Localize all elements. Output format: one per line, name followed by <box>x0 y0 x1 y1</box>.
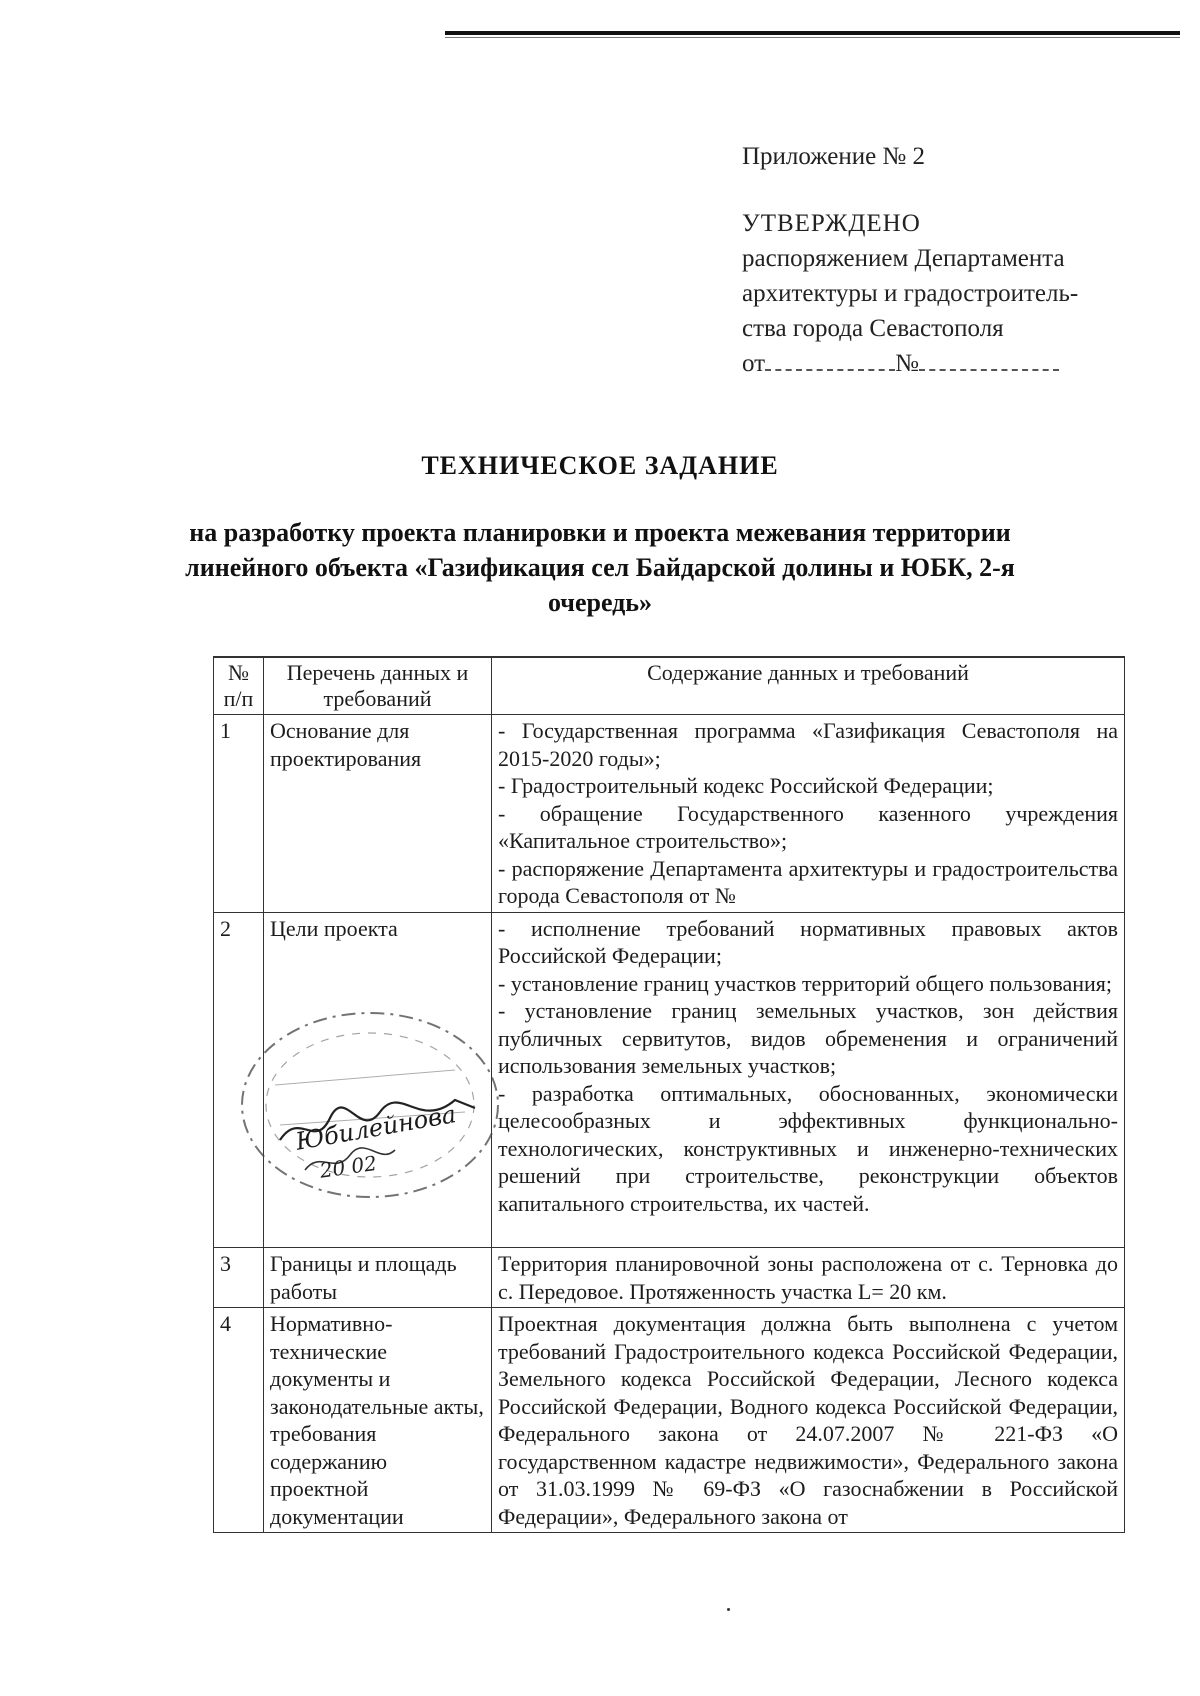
document-title: ТЕХНИЧЕСКОЕ ЗАДАНИЕ <box>421 451 779 480</box>
table-row <box>214 1248 1125 1308</box>
content-item: - разработка оптимальных, обоснованных, экономически целесообразных и эффективных функционально-технологических, конструктивных и инженерно-технических решений при строительстве, реконструкции объектов капитального строительства, их частей. <box>498 1080 1118 1216</box>
number-blank <box>919 351 1059 371</box>
row-number: 1 <box>214 715 264 913</box>
row-title: Нормативно-технические документы и законодательные акты, требования содержанию проектной документации <box>264 1308 492 1533</box>
content-item: - Государственная программа «Газификация Севастополя на 2015-2020 годы»; <box>498 718 1118 771</box>
approved-word: УТВЕРЖДЕНО <box>742 210 921 237</box>
top-rule-shadow <box>445 37 1180 38</box>
official-stamp <box>220 1000 510 1210</box>
document-subtitle: на разработку проекта планировки и проекта межевания территории линейного объекта «Газификация сел Байдарской долины и ЮБК, 2-я очередь» <box>185 518 1015 617</box>
row-content <box>492 1308 1125 1533</box>
table-row <box>214 715 1125 913</box>
content-item: - установление границ земельных участков, зон действия публичных сервитутов, видов обременения и ограничений использования земельных участков; <box>498 998 1118 1078</box>
content-item: Территория планировочной зоны расположена от с. Терновка до с. Передовое. Протяженность участка L= 20 км. <box>498 1251 1118 1304</box>
approval-date-line <box>742 346 1162 381</box>
content-item: - обращение Государственного казенного учреждения «Капитальное строительство»; <box>498 800 1118 853</box>
date-prefix: от <box>742 350 766 377</box>
row-content <box>492 1248 1125 1308</box>
approval-line-1: распоряжением Департамента <box>742 245 1065 272</box>
row-title: Цели проекта <box>264 912 492 1248</box>
approval-block <box>742 206 1162 381</box>
stamp-date: 20 02 <box>318 1150 379 1183</box>
approval-line-3: ства города Севастополя <box>742 315 1004 342</box>
number-sign: № <box>895 350 919 377</box>
row-title: Границы и площадь работы <box>264 1248 492 1308</box>
row-number: 4 <box>214 1308 264 1533</box>
appendix-label: Приложение № 2 <box>742 143 926 170</box>
stamp-handwriting: Юбилейнова <box>293 1100 459 1156</box>
content-item: Проектная документация должна быть выполнена с учетом требований Градостроительного кодекса Российской Федерации, Земельного кодекса Российской Федерации, Лесного кодекса Российской Федерации, Водного кодекса Российской Федерации, Федерального закона от 24.07.2007 № 221-ФЗ «О государственном кадастре недвижимости», Федерального закона от 31.03.1999 № 69-ФЗ «О газоснабжении в Российской Федерации», Федерального закона от <box>498 1311 1118 1529</box>
row-number: 2 <box>214 912 264 1248</box>
content-item: - установление границ участков территорий общего пользования; <box>498 970 1113 996</box>
stamp-line <box>275 1070 455 1085</box>
content-item: - распоряжение Департамента архитектуры и градостроительства города Севастополя от № <box>498 855 1118 908</box>
header-content: Содержание данных и требований <box>492 657 1125 715</box>
content-item: - Градостроительный кодекс Российской Федерации; <box>498 773 994 798</box>
table-row <box>214 1308 1125 1533</box>
row-content <box>492 912 1125 1248</box>
date-blank <box>765 351 895 371</box>
header-name: Перечень данных и требований <box>264 657 492 715</box>
table-header-row <box>214 657 1125 715</box>
content-item: - исполнение требований нормативных правовых актов Российской Федерации; <box>498 915 1118 968</box>
row-number: 3 <box>214 1248 264 1308</box>
row-content <box>492 715 1125 913</box>
approval-line-2: архитектуры и градостроитель- <box>742 280 1079 307</box>
header-num: № п/п <box>214 657 264 715</box>
top-rule <box>445 31 1180 35</box>
scan-speck <box>727 1608 730 1611</box>
row-title: Основание для проектирования <box>264 715 492 913</box>
